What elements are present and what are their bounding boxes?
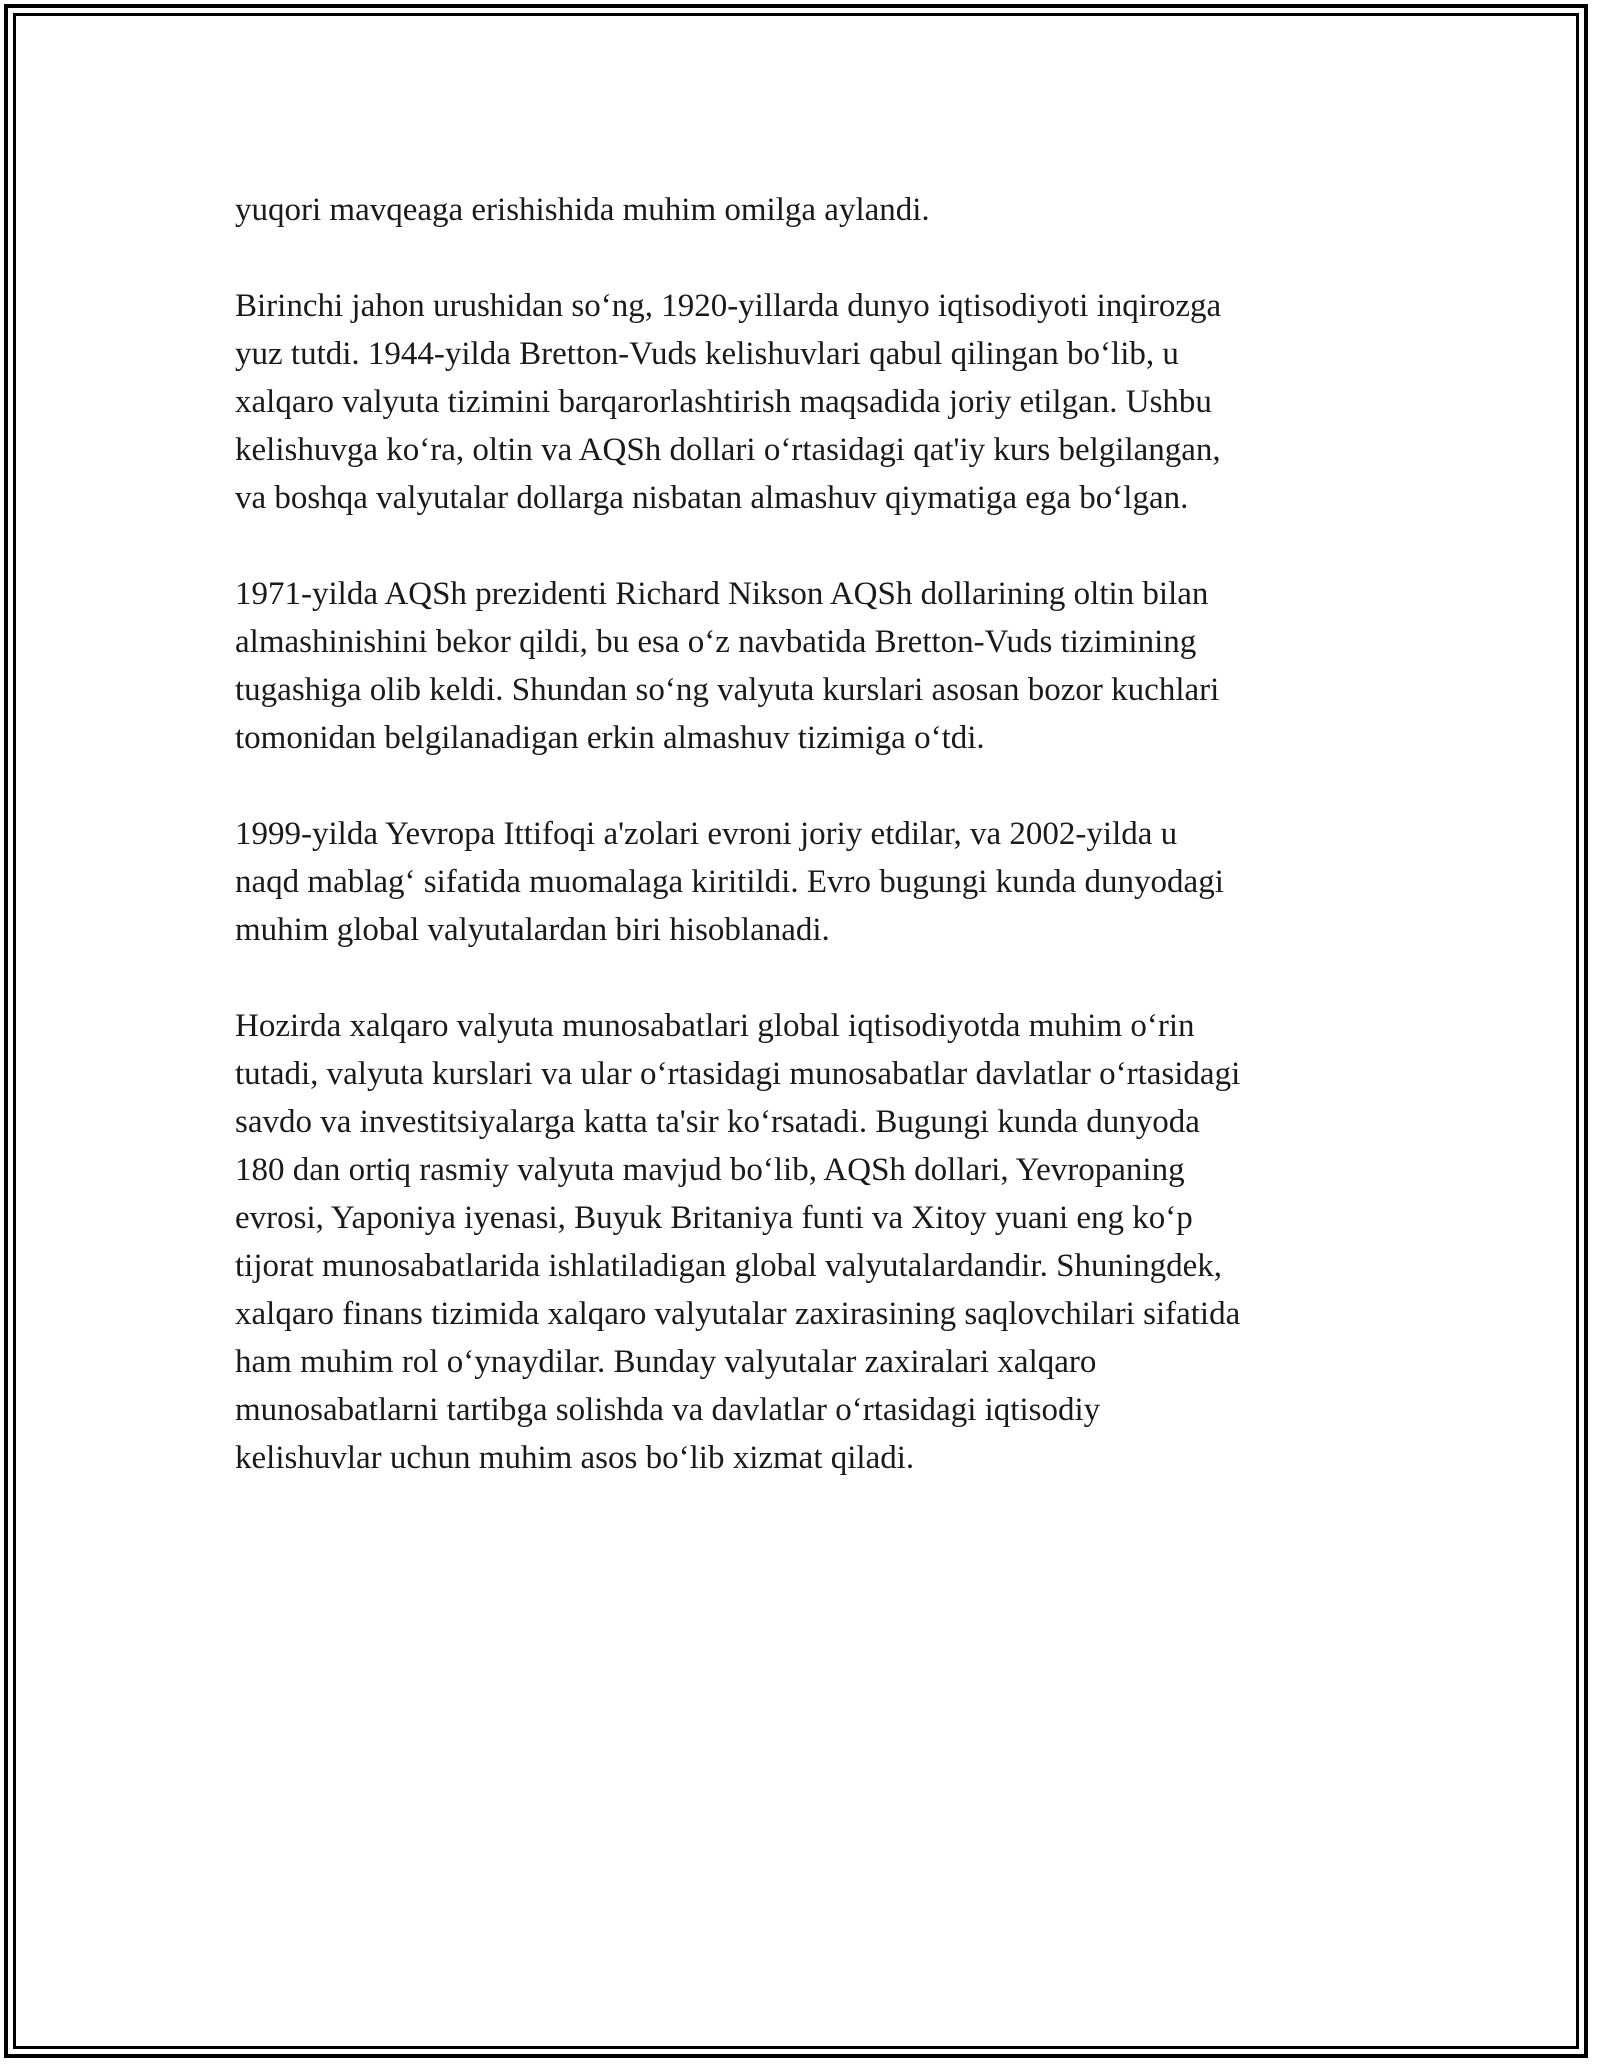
paragraph-continuation: yuqori mavqeaga erishishida muhim omilga aylandi.: [235, 192, 930, 228]
paragraph-euro-1999: 1999-yilda Yevropa Ittifoqi a'zolari evroni joriy etdilar, va 2002-yilda u naqd mablag‘ sifatida muomalaga kiritildi. Evro bugungi kunda dunyodagi muhim global valyutalardan biri hisoblanadi.: [235, 816, 1224, 948]
document-body: [235, 186, 1365, 1530]
paragraph-bretton-woods: Birinchi jahon urushidan so‘ng, 1920-yillarda dunyo iqtisodiyoti inqirozga yuz tutdi. 1944-yilda Bretton-Vuds kelishuvlari qabul qilingan bo‘lib, u xalqaro valyuta tizimini barqarorlashtirish maqsadida joriy etilgan. Ushbu kelishuvga ko‘ra, oltin va AQSh dollari o‘rtasidagi qat'iy kurs belgilangan, va boshqa valyutalar dollarga nisbatan almashuv qiymatiga ega bo‘lgan.: [235, 288, 1222, 516]
paragraph-current-relations: Hozirda xalqaro valyuta munosabatlari global iqtisodiyotda muhim o‘rin tutadi, valyuta kurslari va ular o‘rtasidagi munosabatlar davlatlar o‘rtasidagi savdo va investitsiyalarga katta ta'sir ko‘rsatadi. Bugungi kunda dunyoda 180 dan ortiq rasmiy valyuta mavjud bo‘lib, AQSh dollari, Yevropaning evrosi, Yaponiya iyenasi, Buyuk Britaniya funti va Xitoy yuani eng ko‘p tijorat munosabatlarida ishlatiladigan global valyutalardandir. Shuningdek, xalqaro finans tizimida xalqaro valyutalar zaxirasining saqlovchilari sifatida ham muhim rol o‘ynaydilar. Bunday valyutalar zaxiralari xalqaro munosabatlarni tartibga solishda va davlatlar o‘rtasidagi iqtisodiy kelishuvlar uchun muhim asos bo‘lib xizmat qiladi.: [235, 1008, 1241, 1476]
paragraph-nixon-1971: 1971-yilda AQSh prezidenti Richard Nikson AQSh dollarining oltin bilan almashinishini bekor qildi, bu esa o‘z navbatida Bretton-Vuds tizimining tugashiga olib keldi. Shundan so‘ng valyuta kurslari asosan bozor kuchlari tomonidan belgilanadigan erkin almashuv tizimiga o‘tdi.: [235, 576, 1220, 756]
